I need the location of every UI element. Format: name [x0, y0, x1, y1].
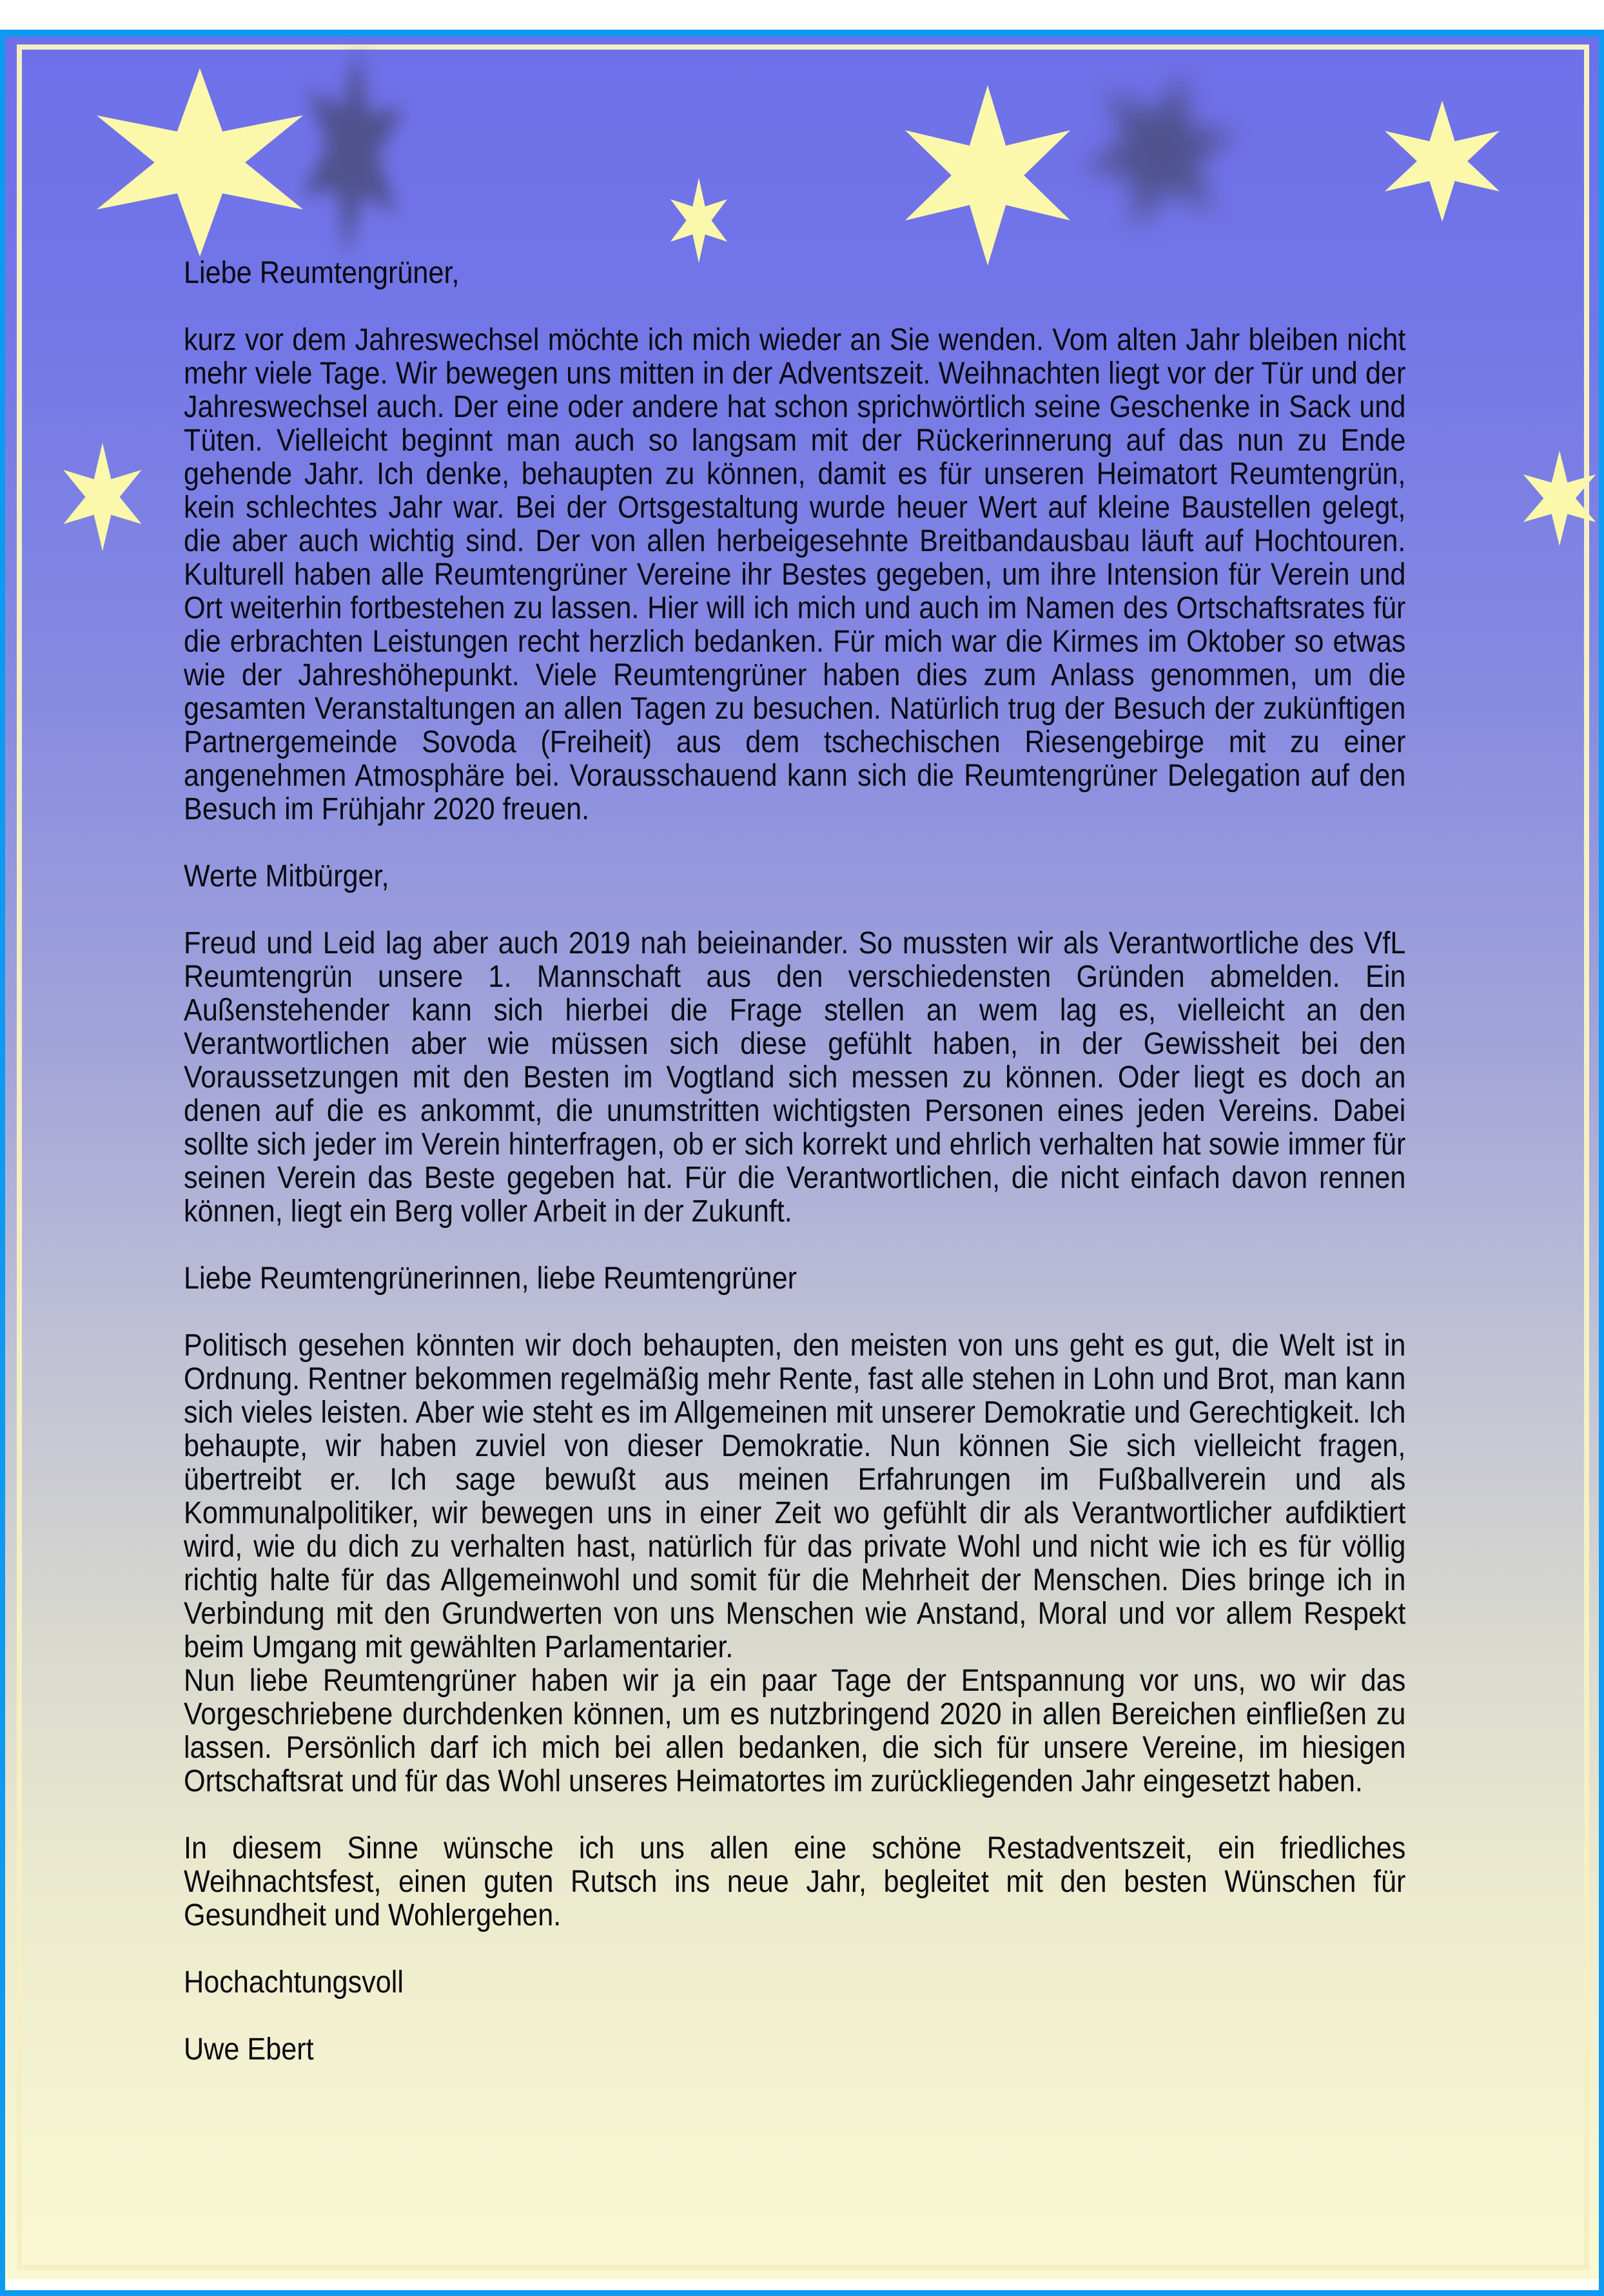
letter-body [184, 257, 1405, 2100]
salutation-2: Werte Mitbürger, [184, 859, 389, 893]
star-top-right-icon [1385, 101, 1500, 222]
closing: Hochachtungsvoll [184, 1965, 404, 1999]
salutation-3: Liebe Reumtengrünerinnen, liebe Reumtengrüner [184, 1261, 797, 1296]
shadow-star-top-center-icon [1082, 72, 1240, 231]
paragraph-wishes: In diesem Sinne wünsche ich uns allen eine schöne Restadventszeit, ein friedliches Weihnachtsfest, einen guten Rutsch ins neue Jahr, begleitet mit den besten Wünschen für Gesundheit und Wohlergehen. [184, 1831, 1406, 1932]
salutation: Liebe Reumtengrüner, [184, 256, 460, 290]
shadow-star-top-left-icon [302, 46, 404, 257]
star-small-top-center-left-icon [670, 178, 727, 263]
signature: Uwe Ebert [184, 2032, 314, 2067]
star-large-top-left-icon [97, 68, 303, 257]
star-left-middle-icon [63, 443, 141, 551]
paragraph-vfl: Freud und Leid lag aber auch 2019 nah beieinander. So mussten wir als Verantwortliche des VfL Reumtengrün unsere 1. Mannschaft aus den verschiedensten Gründen abmelden. Ein Außenstehender kann sich hierbei die Frage stellen an wem lag es, vielleicht an den Verantwortlichen aber wie müssen sich diese gefühlt haben, in der Gewissheit bei den Voraussetzungen mit den Besten im Vogtland sich messen zu können. Oder liegt es doch an denen auf die es ankommt, die unumstritten wichtigsten Personen eines jeden Vereins. Dabei sollte sich jeder im Verein hinterfragen, ob er sich korrekt und ehrlich verhalten hat sowie immer für seinen Verein das Beste gegeben hat. Für die Verantwortlichen, die nicht einfach davon rennen können, liegt ein Berg voller Arbeit in der Zukunft. [184, 926, 1406, 1229]
paragraph-outlook: Nun liebe Reumtengrüner haben wir ja ein paar Tage der Entspannung vor uns, wo wir das Vorgeschriebene durchdenken können, um es nutzbringend 2020 in allen Bereichen einfließen zu lassen. Persönlich darf ich mich bei allen bedanken, die sich für unsere Vereine, im hiesigen Ortschaftsrat und für das Wohl unseres Heimatortes im zurückliegenden Jahr eingesetzt haben. [184, 1664, 1406, 1798]
star-right-middle-icon [1523, 451, 1596, 546]
paragraph-year-review: kurz vor dem Jahreswechsel möchte ich mich wieder an Sie wenden. Vom alten Jahr bleiben nicht mehr viele Tage. Wir bewegen uns mitten in der Adventszeit. Weihnachten liegt vor der Tür und der Jahreswechsel auch. Der eine oder andere hat schon sprichwörtlich seine Geschenke in Sack und Tüten. Vielleicht beginnt man auch so langsam mit der Rückerinnerung auf das nun zu Ende gehende Jahr. Ich denke, behaupten zu können, damit es für unseren Heimatort Reumtengrün, kein schlechtes Jahr war. Bei der Ortsgestaltung wurde heuer Wert auf kleine Baustellen gelegt, die aber auch wichtig sind. Der von allen herbeigesehnte Breitbandausbau läuft auf Hochtouren. Kulturell haben alle Reumtengrüner Vereine ihr Bestes gegeben, um ihre Intension für Verein und Ort weiterhin fortbestehen zu lassen. Hier will ich mich und auch im Namen des Ortschaftsrates für die erbrachten Leistungen recht herzlich bedanken. Für mich war die Kirmes im Oktober so etwas wie der Jahreshöhepunkt. Viele Reumtengrüner haben dies zum Anlass genommen, um die gesamten Veranstaltungen an allen Tagen zu besuchen. Natürlich trug der Besuch der zukünftigen Partnergemeinde Sovoda (Freiheit) aus dem tschechischen Riesengebirge mit zu einer angenehmen Atmosphäre bei. Vorausschauend kann sich die Reumtengrüner Delegation auf den Besuch im Frühjahr 2020 freuen. [184, 323, 1406, 826]
paragraph-politics: Politisch gesehen könnten wir doch behaupten, den meisten von uns geht es gut, die Welt ist in Ordnung. Rentner bekommen regelmäßig mehr Rente, fast alle stehen in Lohn und Brot, man kann sich vieles leisten. Aber wie steht es im Allgemeinen mit unserer Demokratie und Gerechtigkeit. Ich behaupte, wir haben zuviel von dieser Demokratie. Nun können Sie sich vielleicht fragen, übertreibt er. Ich sage bewußt aus meinen Erfahrungen im Fußballverein und als Kommunalpolitiker, wir bewegen uns in einer Zeit wo gefühlt dir als Verantwortlicher aufdiktiert wird, wie du dich zu verhalten hast, natürlich für das private Wohl und nicht wie ich es für völlig richtig halte für das Allgemeinwohl und somit für die Mehrheit der Menschen. Dies bringe ich in Verbindung mit den Grundwerten von uns Menschen wie Anstand, Moral und vor allem Respekt beim Umgang mit gewählten Parlamentarier. [184, 1328, 1406, 1664]
star-top-center-icon [905, 85, 1070, 266]
